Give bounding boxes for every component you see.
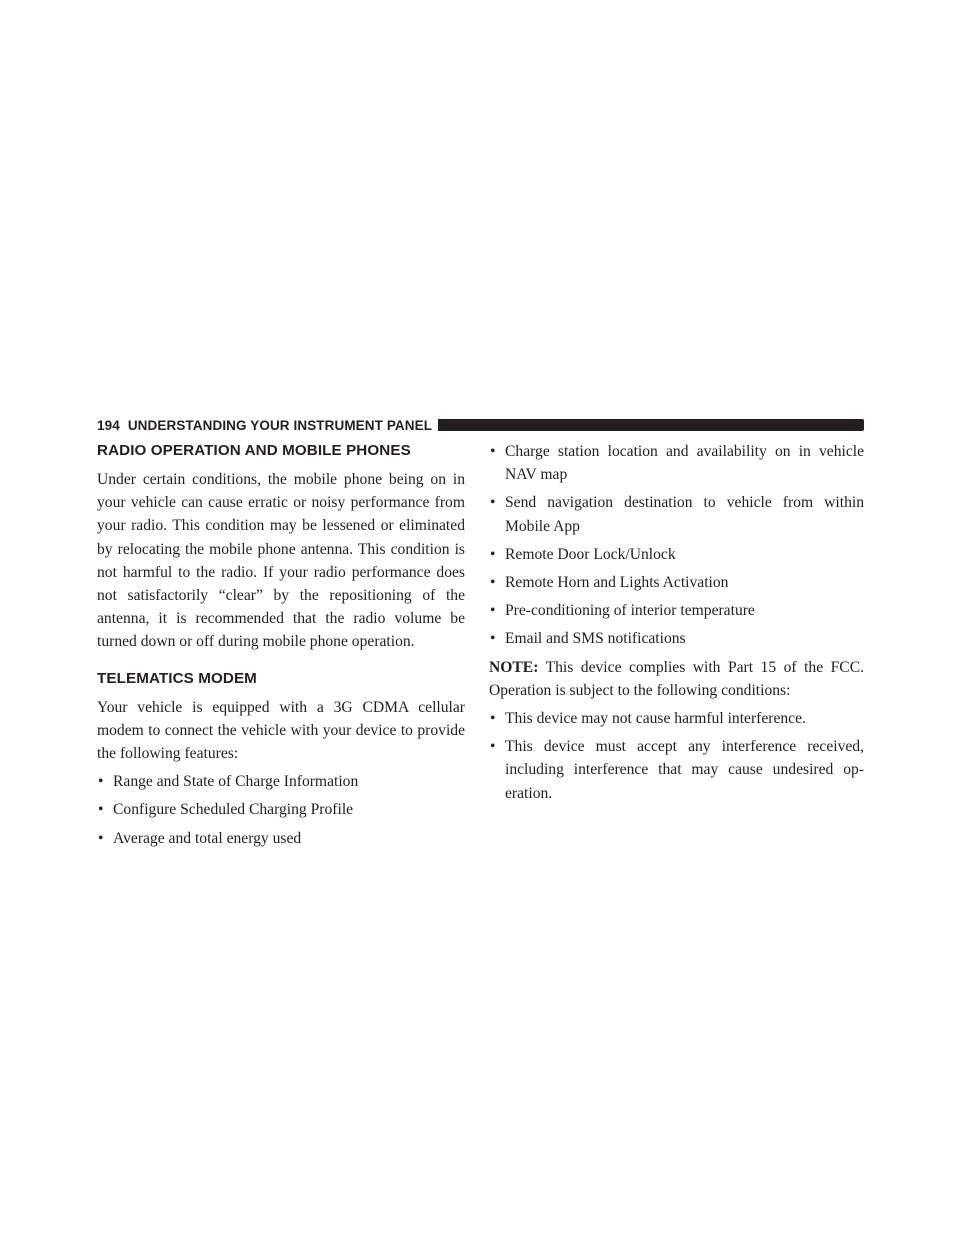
list-item [489, 440, 864, 486]
list-item [489, 627, 864, 650]
page-header [97, 417, 864, 433]
bullet-icon: • [490, 443, 496, 460]
header-rule [438, 419, 864, 431]
page-number: 194 [97, 417, 120, 433]
right-column [489, 440, 864, 805]
list-item-text: Average and total energy used [113, 829, 302, 847]
list-item [489, 599, 864, 622]
list-item [489, 571, 864, 594]
condition-list [489, 707, 864, 805]
bullet-icon: • [98, 773, 104, 791]
list-item [489, 735, 864, 805]
section-title: UNDERSTANDING YOUR INSTRUMENT PANEL [127, 417, 433, 433]
list-item-text: Range and State of Charge Information [113, 773, 359, 791]
radio-heading: RADIO OPERATION AND MOBILE PHONES [97, 442, 411, 459]
list-item [97, 827, 465, 850]
radio-paragraph: Under certain conditions, the mobile phone being on in your vehicle can cause erratic or noisy performance from your radio. This condition may be lessened or eliminated by relocating the mobile phone antenna. This condition is not harmful to the radio. If your radio performance does not satisfactorily “clear” by the repositioning of the antenna, it is recommended that the radio volume be turned down or off during mobile phone operation. [97, 471, 465, 651]
telematics-heading: TELEMATICS MODEM [97, 669, 257, 687]
list-item [489, 543, 864, 566]
list-item-text: This device may not cause harmful interference. [505, 710, 806, 728]
bullet-icon: • [490, 494, 496, 512]
bullet-icon: • [98, 829, 104, 847]
list-item-text: Remote Door Lock/Unlock [505, 545, 676, 563]
list-item-text: This device must accept any interference received, including interference that may cause undesired op-eration. [505, 738, 864, 802]
list-item [97, 798, 465, 821]
list-item [489, 707, 864, 730]
list-item [97, 770, 465, 793]
feature-list-right [489, 440, 864, 651]
telematics-intro: Your vehicle is equipped with a 3G CDMA cellular modem to connect the vehicle with your device to provide the following features: [97, 698, 465, 763]
bullet-icon: • [490, 545, 496, 563]
bullet-icon: • [98, 801, 104, 819]
list-item [489, 491, 864, 537]
list-item-text: Send navigation destination to vehicle from within Mobile App [505, 494, 864, 535]
fcc-note [489, 656, 864, 702]
bullet-icon: • [490, 602, 496, 620]
bullet-icon: • [490, 574, 496, 592]
left-column [97, 440, 465, 850]
note-text: This device complies with Part 15 of the FCC. Operation is subject to the following conditions: [489, 658, 864, 699]
list-item-text: Configure Scheduled Charging Profile [113, 801, 354, 819]
feature-list-left [97, 770, 465, 850]
list-item-text: Remote Horn and Lights Activation [505, 574, 729, 592]
list-item-text: Email and SMS notifications [505, 630, 686, 648]
list-item-text: Pre-conditioning of interior temperature [505, 602, 755, 620]
bullet-icon: • [490, 738, 496, 756]
list-item-text: Charge station location and availability on in vehicle NAV map [505, 443, 864, 484]
note-label: NOTE: [489, 658, 539, 676]
bullet-icon: • [490, 710, 496, 728]
bullet-icon: • [490, 630, 496, 648]
